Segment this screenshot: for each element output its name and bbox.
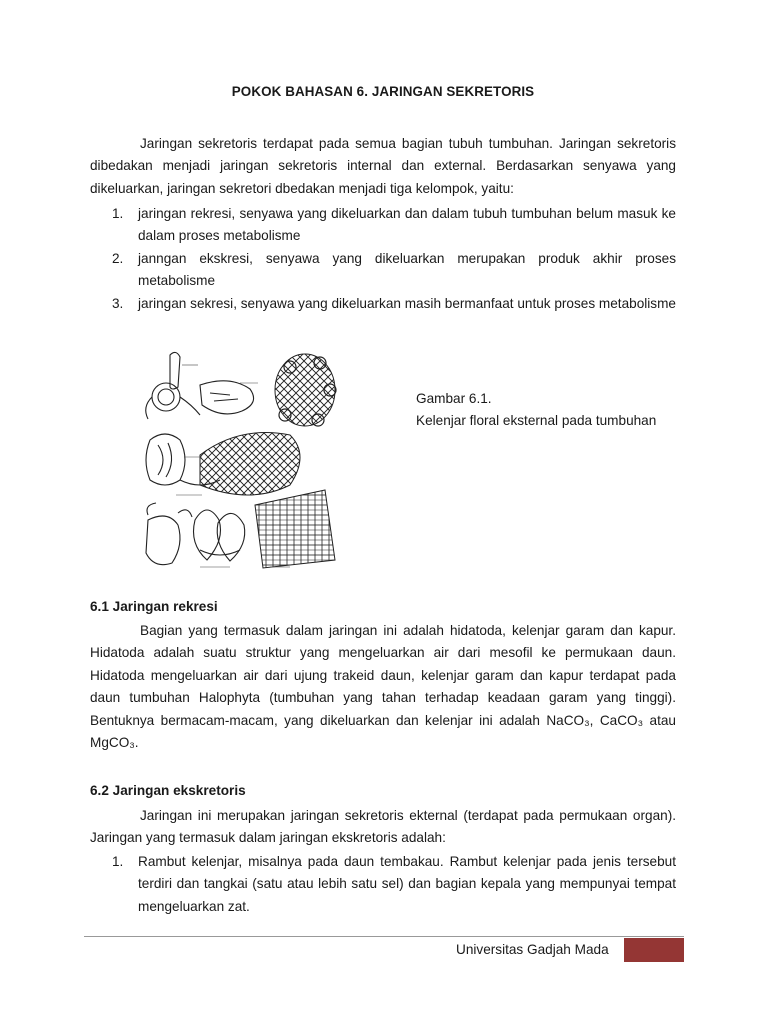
section-rekresi-body: Bagian yang termasuk dalam jaringan ini adalah hidatoda, kelenjar garam dan kapur. Hidatoda adalah suatu struktur yang mengeluarkan air dari mesofil ke permukaan daun. Hidatoda mengeluarkan air dari ujung trakeid daun, kelenjar garam dan kapur terdapat pada daun tumbuhan Halophyta (tumbuhan yang tahan terhadap keadaan garam yang tinggi). Bentuknya bermacam-macam, yang dikeluarkan dan kelenjar ini adalah NaCO₃, CaCO₃ atau MgCO₃. bbox=[90, 623, 676, 751]
intro-list bbox=[90, 203, 676, 315]
list-item bbox=[90, 293, 676, 315]
list-number: 1. bbox=[112, 206, 124, 221]
footer-divider bbox=[84, 936, 684, 937]
section-heading-rekresi: 6.1 Jaringan rekresi bbox=[90, 599, 218, 614]
list-text: jaringan rekresi, senyawa yang dikeluarkan dan dalam tubuh tumbuhan belum masuk ke dalam proses metabolisme bbox=[138, 206, 676, 244]
list-item bbox=[90, 248, 676, 293]
list-text: Rambut kelenjar, misalnya pada daun tembakau. Rambut kelenjar pada jenis tersebut terdiri dan tangkai (satu atau lebih satu sel) dan bagian kepala yang mempunyai tempat mengeluarkan zat. bbox=[138, 854, 676, 914]
list-text: jaringan sekresi, senyawa yang dikeluarkan masih bermanfaat untuk proses metabolisme bbox=[138, 295, 676, 311]
list-text: janngan ekskresi, senyawa yang dikeluarkan merupakan produk akhir proses metabolisme bbox=[138, 250, 676, 289]
list-item bbox=[90, 851, 676, 918]
list-number: 2. bbox=[112, 250, 124, 266]
floral-gland-illustration bbox=[140, 345, 340, 575]
list-number: 1. bbox=[112, 854, 124, 869]
figure-caption bbox=[416, 388, 656, 432]
list-item bbox=[90, 203, 676, 248]
list-number: 3. bbox=[112, 295, 124, 311]
figure-caption-title: Gambar 6.1. bbox=[416, 391, 492, 406]
figure-caption-text: Kelenjar floral eksternal pada tumbuhan bbox=[416, 413, 657, 428]
intro-paragraph: Jaringan sekretoris terdapat pada semua bagian tubuh tumbuhan. Jaringan sekretoris dibedakan menjadi jaringan sekretoris internal dan external. Berdasarkan senyawa yang dikeluarkan, jaringan sekretori dbedakan menjadi tiga kelompok, yaitu: bbox=[90, 136, 676, 196]
footer-institution: Universitas Gadjah Mada bbox=[456, 942, 609, 957]
section-heading-ekskretoris: 6.2 Jaringan ekskretoris bbox=[90, 783, 246, 798]
footer-accent-box bbox=[624, 938, 684, 962]
section-ekskretoris-body: Jaringan ini merupakan jaringan sekretoris ekternal (terdapat pada permukaan organ). Jaringan yang termasuk dalam jaringan ekskretoris adalah: bbox=[90, 808, 676, 846]
ekskretoris-list bbox=[90, 851, 676, 918]
page-title: POKOK BAHASAN 6. JARINGAN SEKRETORIS bbox=[231, 84, 535, 99]
